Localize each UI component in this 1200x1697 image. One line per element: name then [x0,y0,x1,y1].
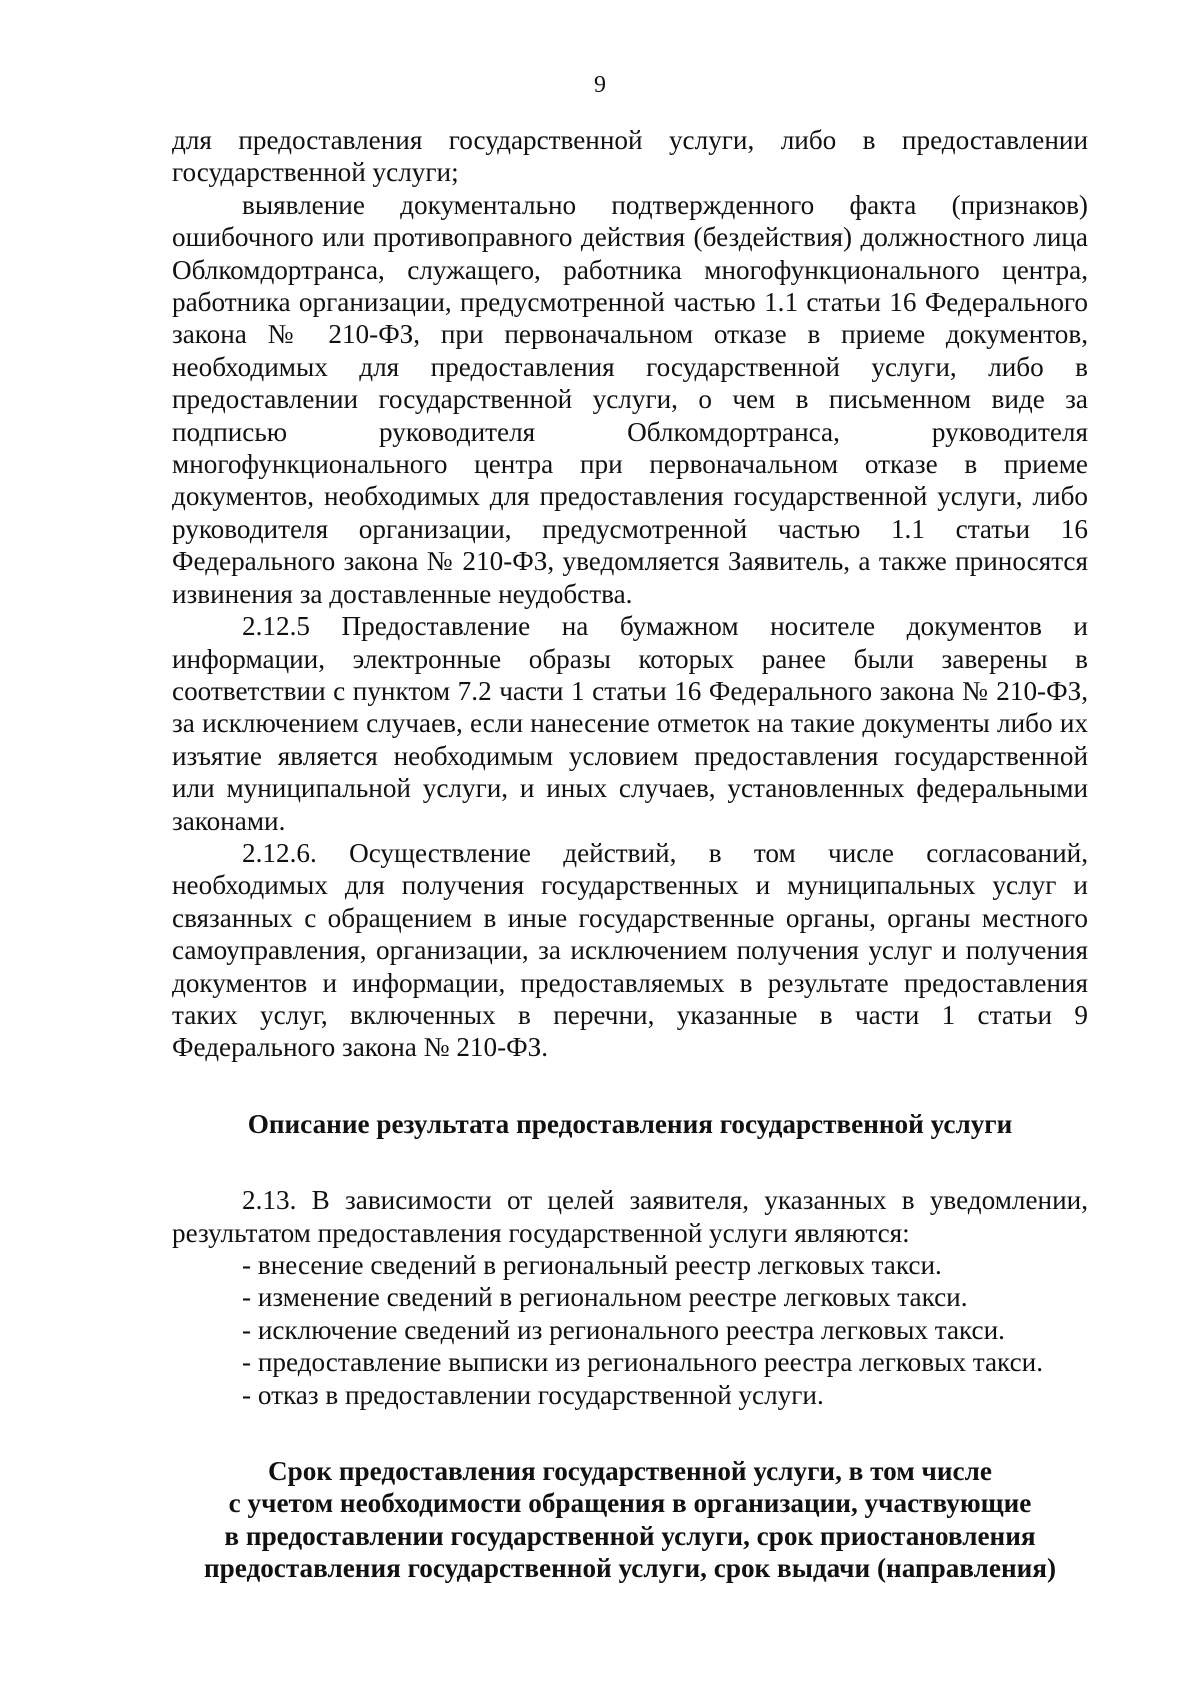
list-item: - изменение сведений в региональном реестре легковых такси. [242,1282,968,1313]
paragraph-continuation: для предоставления государственной услуги, либо в предоставлении государственной услуги; [172,125,1088,188]
list-item: - предоставление выписки из регионального реестра легковых такси. [242,1347,1043,1378]
list-item: - внесение сведений в региональный реестр легковых такси. [242,1250,942,1280]
heading-line: предоставления государственной услуги, срок выдачи (направления) [203,1553,1057,1584]
list-item: - отказ в предоставлении государственной услуги. [242,1379,824,1410]
list-item: - исключение сведений из регионального реестра легковых такси. [242,1314,1005,1345]
paragraph-2-12-5: 2.12.5 Предоставление на бумажном носителе документов и информации, электронные образы которых ранее были заверены в соответствии с пунктом 7.2 части 1 статьи 16 Федерального закона № 210-ФЗ, за исключением случаев, если нанесение отметок на такие документы либо их изъятие является необходимым условием предоставления государственной или муниципальной услуги, и иных случаев, установленных федеральными законами. [172,611,1088,836]
heading-line: Срок предоставления государственной услуги, в том числе [268,1456,992,1487]
paragraph-error-detection: выявление документально подтвержденного факта (признаков) ошибочного или противоправного действия (бездействия) должностного лица Облкомдортранса, служащего, работника многофункционального центра, работника организации, предусмотренной частью 1.1 статьи 16 Федерального закона № 210-ФЗ, при первоначальном отказе в приеме документов, необходимых для предоставления государственной услуги, либо в предоставлении государственной услуги, о чем в письменном виде за подписью руководителя Облкомдортранса, руководителя многофункционального центра при первоначальном отказе в приеме документов, необходимых для предоставления государственной услуги, либо руководителя организации, предусмотренной частью 1.1 статьи 16 Федерального закона № 210-ФЗ, уведомляется Заявитель, а также приносятся извинения за доставленные неудобства. [172,189,1088,609]
heading-line: в предоставлении государственной услуги, срок приостановления [224,1520,1036,1551]
heading-result-description: Описание результата предоставления государственной услуги [247,1108,1013,1139]
paragraph-2-12-6: 2.12.6. Осуществление действий, в том числе согласований, необходимых для получения государственных и муниципальных услуг и связанных с обращением в иные государственные органы, органы местного самоуправления, организации, за исключением получения услуг и получения документов и информации, предоставляемых в результате предоставления таких услуг, включенных в перечни, указанные в части 1 статьи 9 Федерального закона № 210-ФЗ. [172,837,1088,1063]
document-body [172,124,1088,1585]
heading-line: с учетом необходимости обращения в организации, участвующие [228,1488,1032,1519]
page-number: 9 [594,72,606,98]
heading-service-term [172,1455,1088,1585]
paragraph-2-13: 2.13. В зависимости от целей заявителя, указанных в уведомлении, результатом предоставления государственной услуги являются: [172,1185,1088,1248]
